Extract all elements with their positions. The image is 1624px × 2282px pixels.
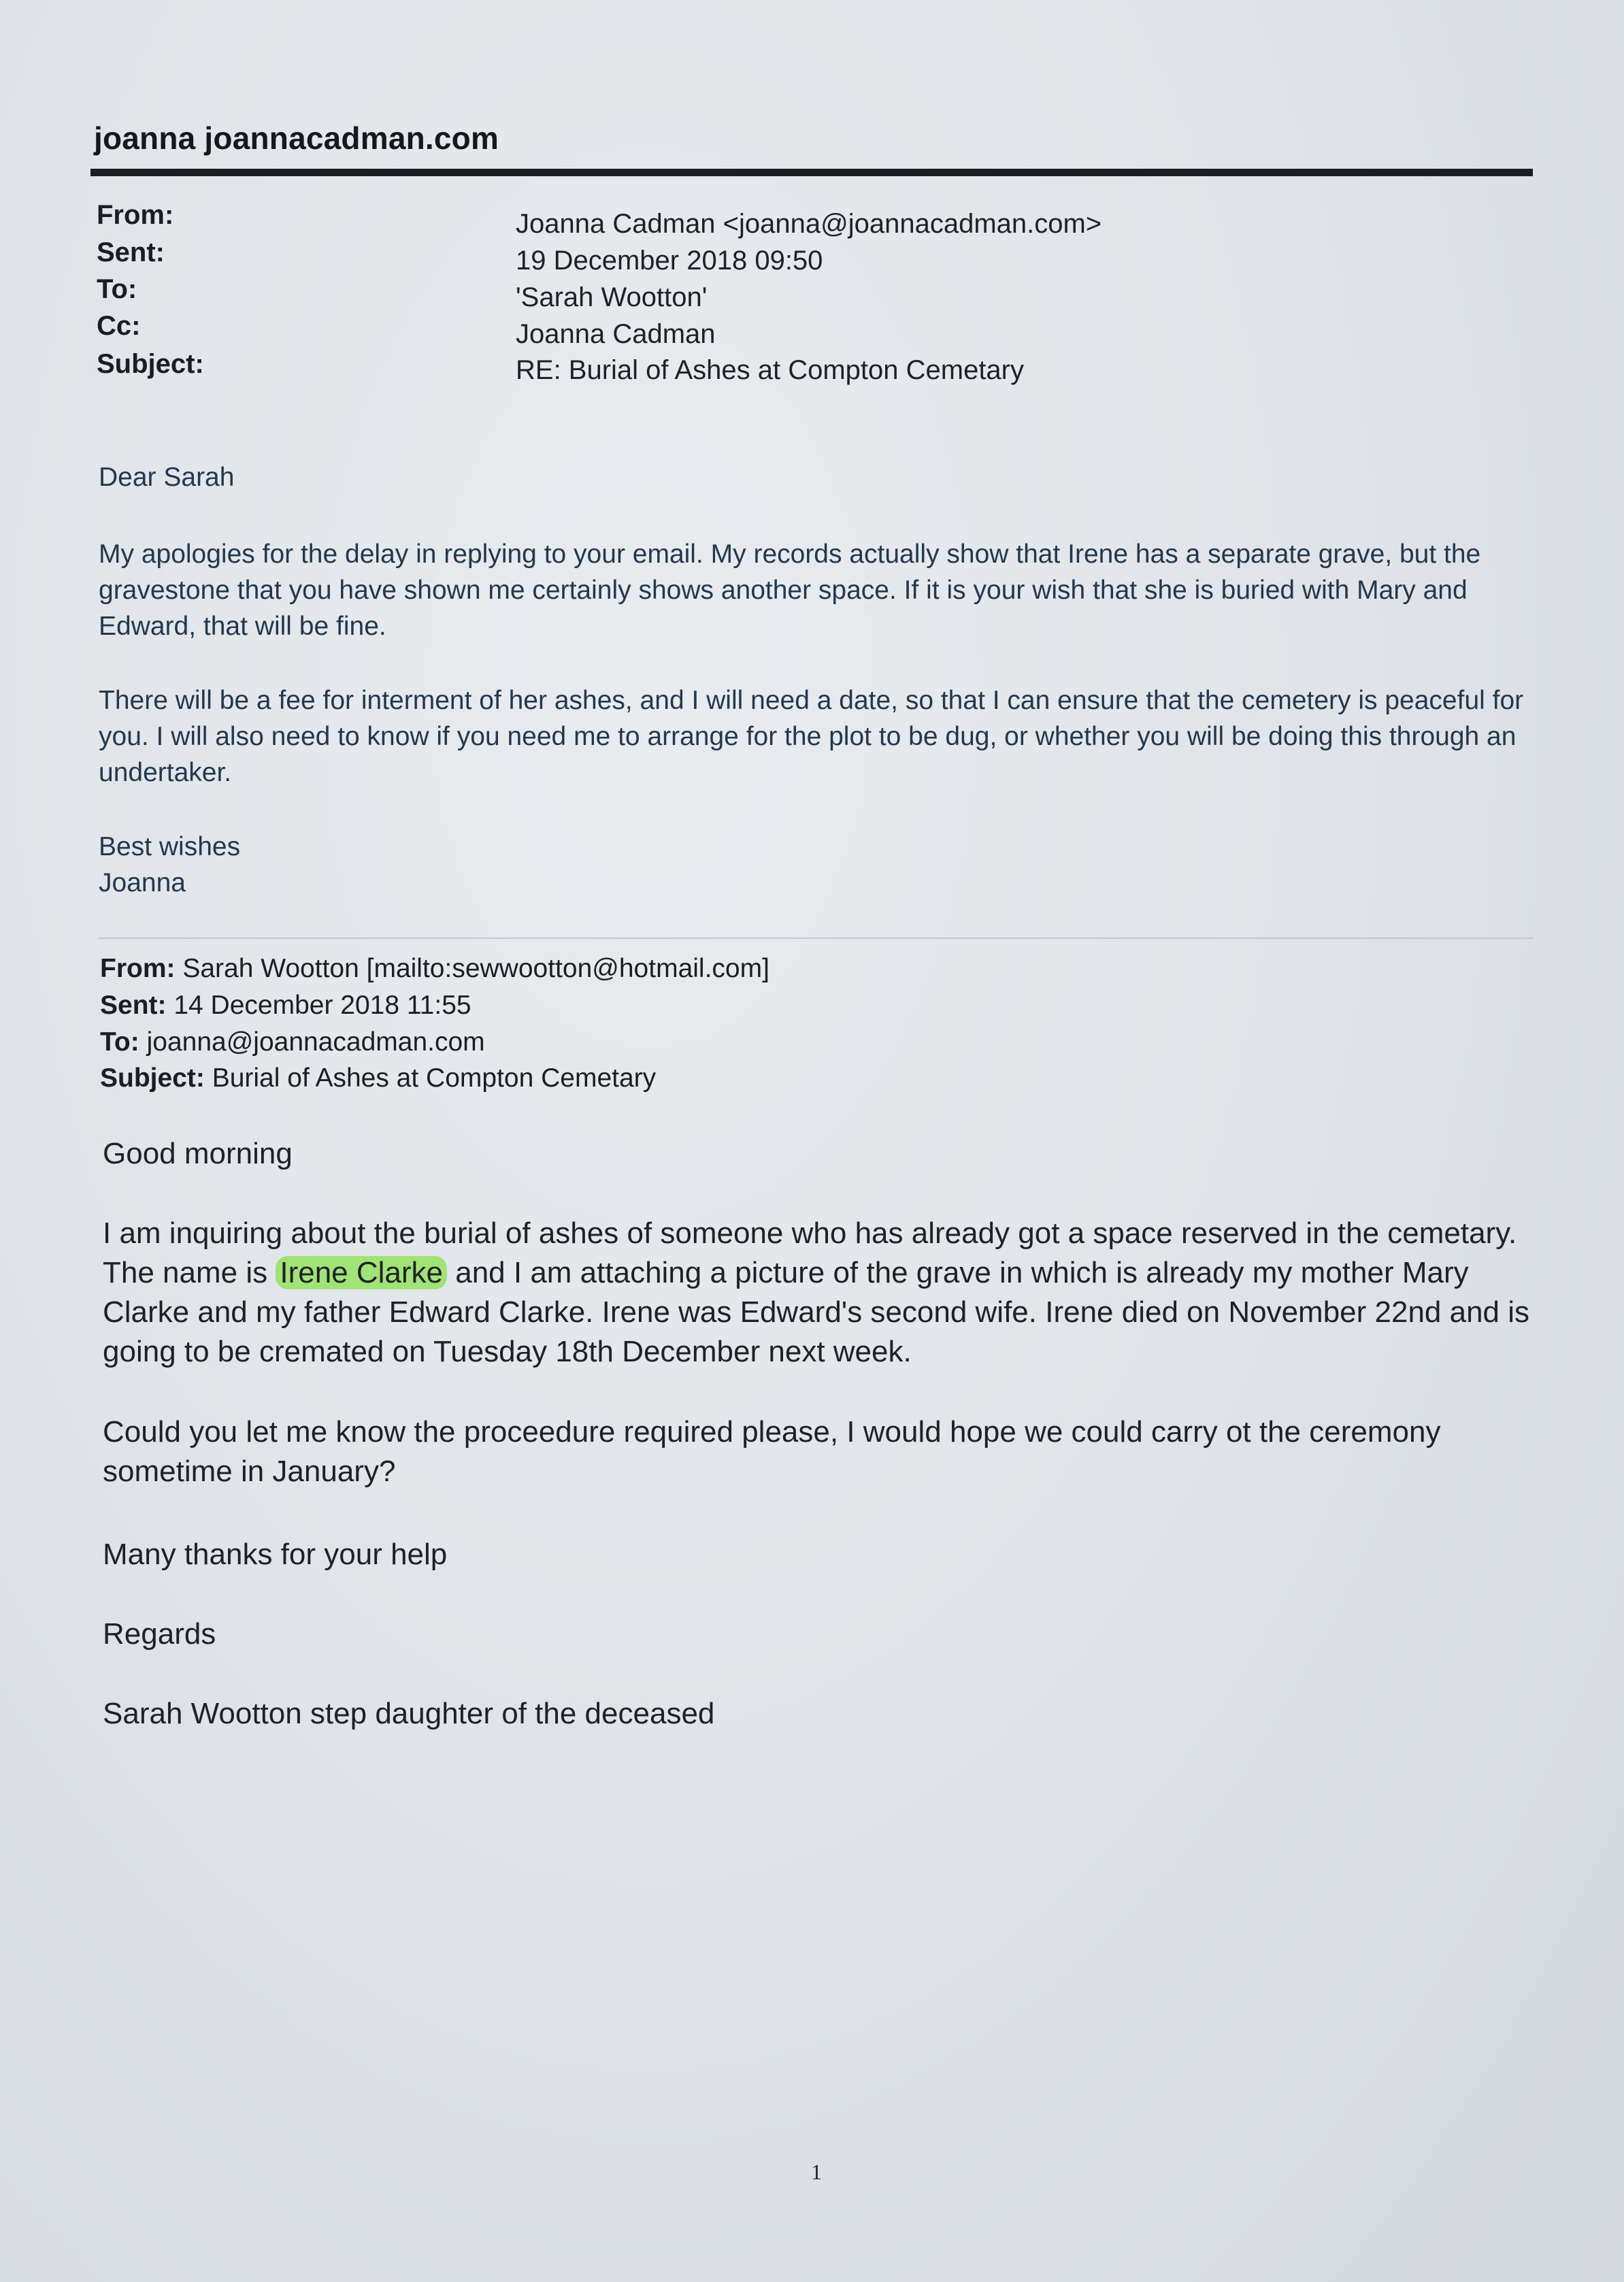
page-number: 1 xyxy=(811,2160,822,2184)
original-to-line xyxy=(100,1027,485,1057)
original-thanks: Many thanks for your help xyxy=(103,1538,448,1571)
reply-cc-value: Joanna Cadman xyxy=(516,319,716,349)
document-header-title: joanna joannacadman.com xyxy=(94,120,499,156)
original-regards: Regards xyxy=(103,1617,216,1651)
reply-subject-label: Subject: xyxy=(97,349,204,379)
reply-to-value: 'Sarah Wootton' xyxy=(516,282,708,312)
original-sent-value: 14 December 2018 11:55 xyxy=(173,991,471,1020)
header-rule xyxy=(90,169,1533,176)
original-subject-value: Burial of Ashes at Compton Cemetary xyxy=(212,1063,657,1093)
reply-greeting: Dear Sarah xyxy=(99,463,235,492)
highlighted-name: Irene Clarke xyxy=(276,1256,447,1289)
original-to-value: joanna@joannacadman.com xyxy=(146,1027,485,1057)
original-sent-line xyxy=(100,991,471,1021)
original-subject-line xyxy=(100,1063,656,1093)
reply-paragraph-1: My apologies for the delay in replying to your email. My records actually show that Irene has a separate grave, but the gravestone that you have shown me certainly shows another space. If it is your wish that she is buried with Mary and Edward, that will be fine. xyxy=(99,540,1481,641)
reply-subject-value: RE: Burial of Ashes at Compton Cemetary xyxy=(516,355,1024,385)
original-paragraph-1-end: and I am attaching a picture of the grave in which is already my mother Mary Clarke and my father Edward Clarke. Irene was Edward's second wife. Irene died on November 22nd and is going to be cremated on Tuesday 18th December next week. xyxy=(103,1256,1530,1368)
reply-signoff: Best wishes xyxy=(99,832,241,861)
message-separator xyxy=(99,938,1533,939)
original-paragraph-1-start: I am inquiring about the burial of ashes of someone who has already got a space reserved in the cemetary. The name is xyxy=(103,1217,1517,1289)
original-sent-label: Sent: xyxy=(100,991,167,1020)
reply-to-label: To: xyxy=(97,274,137,304)
original-to-label: To: xyxy=(100,1027,139,1057)
reply-sent-value: 19 December 2018 09:50 xyxy=(516,246,823,276)
original-from-line xyxy=(100,954,769,984)
original-paragraph-2: Could you let me know the proceedure required please, I would hope we could carry ot the ceremony sometime in January? xyxy=(103,1415,1441,1488)
reply-from-label: From: xyxy=(97,200,174,230)
reply-signature: Joanna xyxy=(99,868,186,897)
original-from-label: From: xyxy=(100,954,176,983)
reply-from-value: Joanna Cadman <joanna@joannacadman.com> xyxy=(516,209,1102,239)
original-from-value: Sarah Wootton [mailto:sewwootton@hotmail.com] xyxy=(182,954,769,983)
original-greeting: Good morning xyxy=(103,1137,293,1170)
reply-sent-label: Sent: xyxy=(97,237,165,267)
reply-paragraph-2: There will be a fee for interment of her ashes, and I will need a date, so that I can ensure that the cemetery is peaceful for you. I will also need to know if you need me to arrange for the plot to be dug, or whether you will be doing this through an undertaker. xyxy=(99,686,1524,787)
original-paragraph-1 xyxy=(103,1214,1538,1372)
reply-cc-label: Cc: xyxy=(97,311,141,341)
original-subject-label: Subject: xyxy=(100,1063,205,1093)
original-signature: Sarah Wootton step daughter of the deceased xyxy=(103,1697,715,1730)
